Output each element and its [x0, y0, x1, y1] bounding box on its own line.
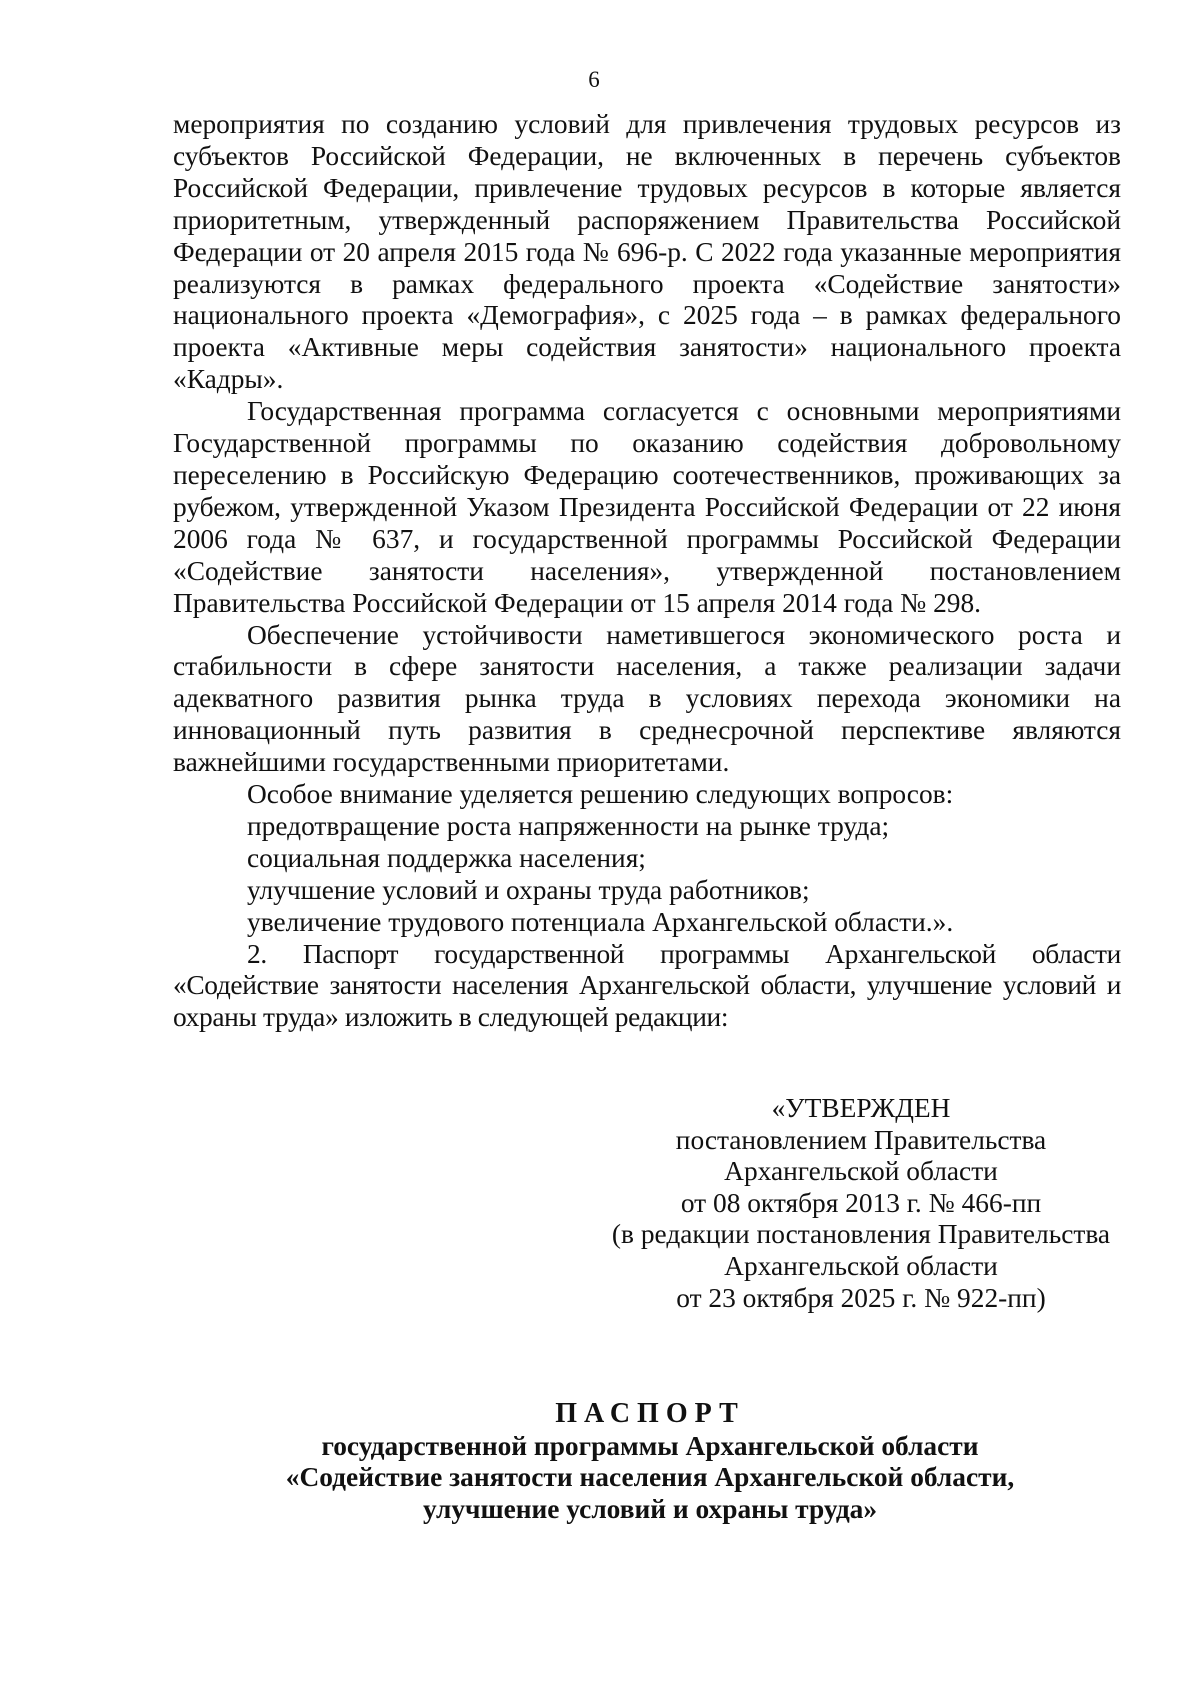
list-item-social-support: социальная поддержка населения; — [247, 842, 646, 873]
passport-heading: ПАСПОРТ — [555, 1398, 745, 1429]
approval-line: Архангельской области — [724, 1156, 998, 1187]
approval-line: Архангельской области — [724, 1250, 998, 1281]
passport-subtitle-line: улучшение условий и охраны труда» — [422, 1493, 878, 1524]
paragraph-priorities: Обеспечение устойчивости наметившегося экономического роста и стабильности в сфере занятости населения, а также реализации задачи адекватного развития рынка труда в условиях перехода экономики на инновационный путь развития в среднесрочной перспективе являются важнейшими государственными приоритетами. — [173, 619, 1121, 778]
approval-line: от 08 октября 2013 г. № 466-пп — [680, 1187, 1042, 1218]
list-item-tension-prevention: предотвращение роста напряженности на рынке труда; — [247, 810, 890, 841]
passport-subtitle-line: «Содействие занятости населения Архангельской области, — [285, 1462, 1015, 1493]
paragraph-special-attention: Особое внимание уделяется решению следующих вопросов: — [247, 779, 954, 810]
approval-line: (в редакции постановления Правительства — [611, 1219, 1111, 1250]
approval-stamp-block — [598, 1093, 1124, 1314]
paragraph-program-alignment: Государственная программа согласуется с основными мероприятиями Государственной программы по оказанию содействия добровольному переселению в Российскую Федерацию соотечественников, проживающих за рубежом, утвержденной Указом Президента Российской Федерации от 22 июня 2006 года № 637, и государственной программы Российской Федерации «Содействие занятости населения», утвержденной постановлением Правительства Российской Федерации от 15 апреля 2014 года № 298. — [173, 396, 1121, 618]
approval-line: от 23 октября 2025 г. № 922-пп) — [676, 1282, 1046, 1313]
list-item-labor-conditions: улучшение условий и охраны труда работников; — [247, 874, 810, 905]
paragraph-item-2: 2. Паспорт государственной программы Архангельской области «Содействие занятости населения Архангельской области, улучшение условий и охраны труда» изложить в следующей редакции: — [173, 938, 1121, 1033]
approval-line: постановлением Правительства — [675, 1124, 1047, 1155]
passport-title-block — [0, 1398, 1200, 1525]
passport-subtitle-line: государственной программы Архангельской области — [321, 1430, 979, 1461]
paragraph-continuation: мероприятия по созданию условий для привлечения трудовых ресурсов из субъектов Российской Федерации, не включенных в перечень субъектов Российской Федерации, привлечение трудовых ресурсов в которые является приоритетным, утвержденный распоряжением Правительства Российской Федерации от 20 апреля 2015 года № 696-р. С 2022 года указанные мероприятия реализуются в рамках федерального проекта «Содействие занятости» национального проекта «Демография», с 2025 года – в рамках федерального проекта «Активные меры содействия занятости» национального проекта «Кадры». — [173, 109, 1121, 395]
list-item-labor-potential: увеличение трудового потенциала Архангельской области.». — [247, 906, 954, 937]
document-body — [173, 109, 1121, 1034]
page-number: 6 — [588, 67, 600, 92]
approval-line: «УТВЕРЖДЕН — [771, 1093, 951, 1123]
